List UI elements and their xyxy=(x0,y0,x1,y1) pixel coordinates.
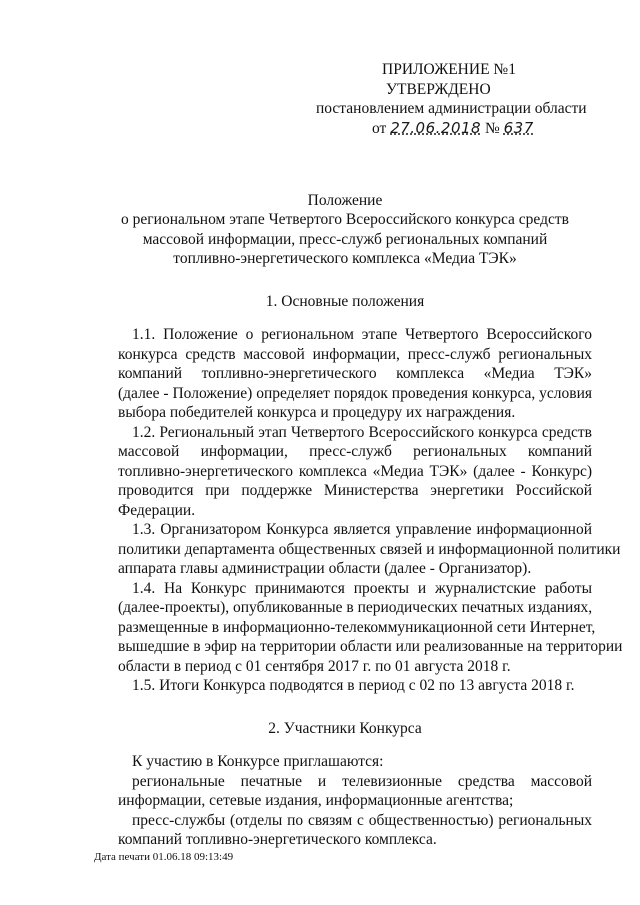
paragraph-line: информации, сетевые издания, информационные агентства; xyxy=(118,792,514,809)
paragraph-line: 1.1. Положение о региональном этапе Четвертого Всероссийского xyxy=(132,326,592,343)
approved-label: УТВЕРЖДЕНО xyxy=(386,81,491,98)
print-date: Дата печати 01.06.18 09:13:49 xyxy=(94,851,234,863)
paragraph-line: области в период с 01 сентября 2017 г. по 01 августа 2018 г. xyxy=(118,658,511,675)
paragraph-line: выбора победителей конкурса и процедуру их награждения. xyxy=(118,404,516,421)
paragraph-line: компаний топливно-энергетического комплекса. xyxy=(118,831,437,848)
decree-label: постановлением администрации области xyxy=(316,100,587,117)
paragraph-line: (далее-проекты), опубликованные в периодических печатных изданиях, xyxy=(118,599,593,616)
document-title: Положение xyxy=(307,192,383,209)
paragraph-line: (далее - Положение) определяет порядок проведения конкурса, условия xyxy=(118,385,593,402)
title-line-2: массовой информации, пресс-служб региональных компаний xyxy=(142,231,548,248)
paragraph-line: компаний топливно-энергетического комплекса «Медиа ТЭК» xyxy=(118,365,592,382)
title-line-1: о региональном этапе Четвертого Всероссийского конкурса средств xyxy=(121,211,569,228)
paragraph-line: региональные печатные и телевизионные средства массовой xyxy=(132,773,592,790)
handwritten-date: 27.06.2018 xyxy=(390,119,482,137)
title-line-3: топливно-энергетического комплекса «Медиа ТЭК» xyxy=(173,250,517,267)
from-label: от xyxy=(372,120,387,137)
paragraph-line: пресс-службы (отделы по связям с общественностью) региональных xyxy=(132,812,592,829)
paragraph-line: 1.2. Региональный этап Четвертого Всероссийского конкурса средств xyxy=(132,424,592,441)
paragraph-line: 1.3. Организатором Конкурса является управление информационной xyxy=(132,521,592,538)
paragraph-line: К участию в Конкурсе приглашаются: xyxy=(132,753,384,770)
paragraph-line: размещенные в информационно-телекоммуникационной сети Интернет, xyxy=(118,619,596,636)
handwritten-number: 637 xyxy=(503,119,534,137)
paragraph-line: Федерации. xyxy=(118,502,196,519)
appendix-label: ПРИЛОЖЕНИЕ №1 xyxy=(382,61,516,78)
section-1-heading: 1. Основные положения xyxy=(265,293,425,310)
paragraph-line: топливно-энергетического комплекса «Медиа ТЭК» (далее - Конкурс) xyxy=(118,463,592,480)
paragraph-line: конкурса средств массовой информации, пресс-служб региональных xyxy=(118,346,592,363)
paragraph-line: 1.5. Итоги Конкурса подводятся в период с 02 по 13 августа 2018 г. xyxy=(132,677,575,694)
number-label: № xyxy=(484,120,500,137)
section-2-heading: 2. Участники Конкурса xyxy=(268,720,422,737)
decree-date-row xyxy=(372,118,534,139)
paragraph-line: проводится при поддержке Министерства энергетики Российской xyxy=(118,482,592,499)
paragraph-line: вышедшие в эфир на территории области или реализованные на территории xyxy=(118,638,623,655)
paragraph-line: массовой информации, пресс-служб региональных компаний xyxy=(118,443,592,460)
paragraph-line: аппарата главы администрации области (далее - Организатор). xyxy=(118,560,532,577)
paragraph-line: 1.4. На Конкурс принимаются проекты и журналистские работы xyxy=(132,580,592,597)
paragraph-line: политики департамента общественных связей и информационной политики xyxy=(118,541,621,558)
